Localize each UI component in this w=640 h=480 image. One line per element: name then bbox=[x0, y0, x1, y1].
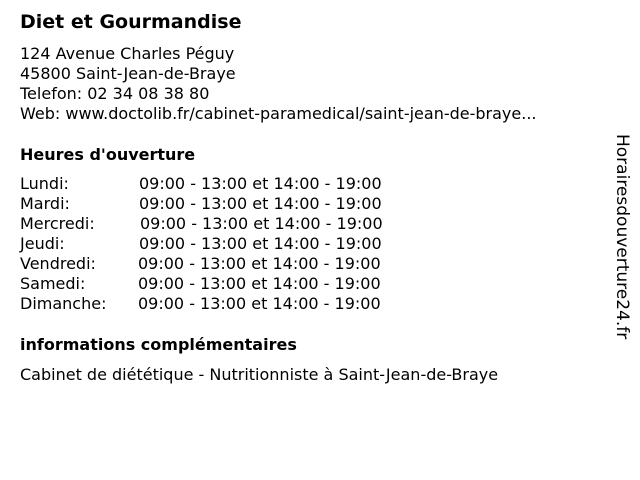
day-label: Jeudi: bbox=[20, 234, 65, 253]
watermark bbox=[610, 134, 634, 344]
day-label: Lundi: bbox=[20, 174, 69, 193]
day-label: Samedi: bbox=[20, 274, 86, 293]
hours-value: 09:00 - 13:00 et 14:00 - 19:00 bbox=[139, 174, 382, 193]
hours-heading: Heures d'ouverture bbox=[20, 145, 196, 164]
phone-number: Telefon: 02 34 08 38 80 bbox=[20, 84, 210, 103]
contact-block bbox=[20, 44, 536, 124]
hours-value: 09:00 - 13:00 et 14:00 - 19:00 bbox=[138, 254, 381, 273]
website-link[interactable]: Web: www.doctolib.fr/cabinet-paramedical/saint-jean-de-braye... bbox=[20, 104, 537, 123]
city-address: 45800 Saint-Jean-de-Braye bbox=[20, 64, 236, 83]
business-name: Diet et Gourmandise bbox=[20, 11, 242, 33]
hours-value: 09:00 - 13:00 et 14:00 - 19:00 bbox=[138, 274, 381, 293]
info-heading: informations complémentaires bbox=[20, 335, 297, 354]
watermark-text: Horairesdouverture24.fr bbox=[612, 134, 632, 340]
info-description: Cabinet de diététique - Nutritionniste à Saint-Jean-de-Braye bbox=[20, 365, 499, 384]
street-address: 124 Avenue Charles Péguy bbox=[20, 44, 235, 63]
day-label: Mardi: bbox=[20, 194, 70, 213]
hours-value: 09:00 - 13:00 et 14:00 - 19:00 bbox=[139, 234, 382, 253]
day-label: Vendredi: bbox=[20, 254, 96, 273]
day-label: Dimanche: bbox=[20, 294, 107, 313]
hours-value: 09:00 - 13:00 et 14:00 - 19:00 bbox=[139, 194, 382, 213]
hours-value: 09:00 - 13:00 et 14:00 - 19:00 bbox=[140, 214, 383, 233]
day-label: Mercredi: bbox=[20, 214, 95, 233]
hours-value: 09:00 - 13:00 et 14:00 - 19:00 bbox=[138, 294, 381, 313]
